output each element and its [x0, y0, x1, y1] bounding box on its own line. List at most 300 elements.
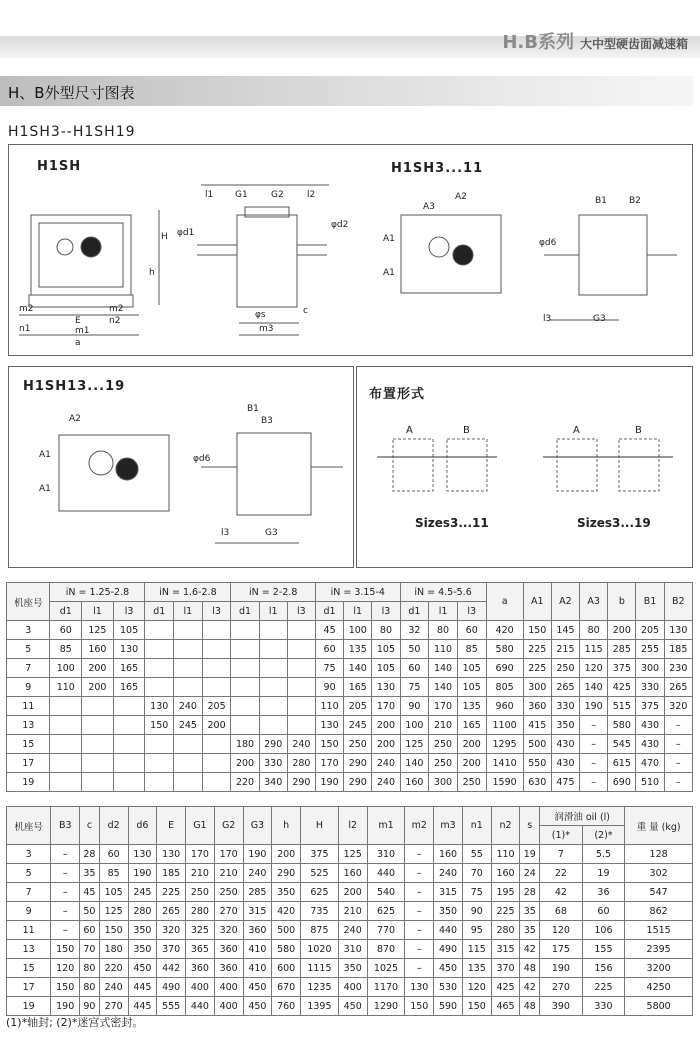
table-cell: 19 [7, 773, 50, 792]
table-cell: 105 [113, 621, 145, 640]
table-cell [287, 716, 315, 735]
table-cell: 90 [462, 902, 491, 921]
table-cell: 60 [99, 845, 128, 864]
table-cell: 470 [636, 754, 664, 773]
table-row [7, 773, 693, 792]
table-cell: 106 [582, 921, 625, 940]
table-cell: 15 [7, 735, 50, 754]
table-cell [82, 697, 114, 716]
table-cell: 210 [214, 864, 243, 883]
table-cell: 2395 [625, 940, 693, 959]
table-cell: 360 [214, 959, 243, 978]
dim-B1-2: B1 [247, 404, 259, 414]
table-row [7, 902, 693, 921]
table-cell: 200 [372, 735, 400, 754]
table-cell: – [51, 883, 80, 902]
table-cell: 315 [434, 883, 463, 902]
table-row [7, 978, 693, 997]
table-cell: – [664, 735, 692, 754]
table-cell: 190 [315, 773, 343, 792]
table-cell: 4250 [625, 978, 693, 997]
table-cell: – [405, 902, 434, 921]
table-cell: 315 [491, 940, 520, 959]
header-cell: G1 [186, 807, 215, 845]
table-cell: 280 [186, 902, 215, 921]
table-cell: 630 [523, 773, 551, 792]
table-cell [50, 773, 82, 792]
table-cell: 170 [214, 845, 243, 864]
table-cell: 110 [429, 640, 458, 659]
table-cell: 340 [259, 773, 287, 792]
table-cell: 1290 [367, 997, 405, 1016]
table-cell: 190 [580, 697, 608, 716]
header-cell: l1 [429, 602, 458, 621]
table-cell: 350 [551, 716, 579, 735]
header-cell: E [157, 807, 186, 845]
header-cell: l3 [287, 602, 315, 621]
table-cell: 7 [7, 659, 50, 678]
table-cell: 280 [491, 921, 520, 940]
table-cell: 135 [462, 959, 491, 978]
table-cell: 350 [272, 883, 301, 902]
table-cell [287, 621, 315, 640]
table-cell: 105 [99, 883, 128, 902]
series-title [502, 28, 688, 54]
table-row [7, 716, 693, 735]
dim-A2: A2 [455, 192, 467, 202]
dim-l1: l1 [205, 190, 214, 200]
header-cell: iN = 2-2.8 [231, 583, 316, 602]
table-cell: 375 [636, 697, 664, 716]
table-cell: 105 [372, 640, 400, 659]
table-cell: 220 [231, 773, 259, 792]
table-cell: 300 [429, 773, 458, 792]
table-cell: 60 [315, 640, 343, 659]
table-cell: 9 [7, 678, 50, 697]
table-cell: 110 [315, 697, 343, 716]
table-cell: 225 [157, 883, 186, 902]
table-cell: 170 [372, 697, 400, 716]
table-cell: 17 [7, 754, 50, 773]
table-cell: 615 [608, 754, 636, 773]
table-cell: 415 [523, 716, 551, 735]
table-cell [50, 716, 82, 735]
table-cell [287, 659, 315, 678]
table-cell: 300 [523, 678, 551, 697]
table-cell: 32 [400, 621, 429, 640]
table-cell: 140 [580, 678, 608, 697]
table-cell: 165 [457, 716, 486, 735]
table-cell: 370 [157, 940, 186, 959]
table-cell: 200 [202, 716, 231, 735]
header-cell: 机座号 [7, 583, 50, 621]
table-cell: 190 [243, 845, 272, 864]
table-cell: 165 [344, 678, 372, 697]
table-cell: 190 [540, 959, 583, 978]
header-cell: l1 [82, 602, 114, 621]
table-cell: 280 [287, 754, 315, 773]
table-cell: – [405, 959, 434, 978]
table-cell: 130 [128, 845, 157, 864]
dimension-table-1-body [7, 583, 693, 792]
table-cell [82, 773, 114, 792]
table-cell: 19 [582, 864, 625, 883]
table-cell: 150 [51, 940, 80, 959]
table-cell: 13 [7, 940, 51, 959]
table-cell: 150 [99, 921, 128, 940]
table-cell [231, 621, 259, 640]
table-cell [259, 678, 287, 697]
table-row [7, 997, 693, 1016]
table-cell: 547 [625, 883, 693, 902]
table-cell [287, 678, 315, 697]
table-cell: 125 [99, 902, 128, 921]
table-row [7, 621, 693, 640]
header-cell: G3 [243, 807, 272, 845]
table-cell: 75 [315, 659, 343, 678]
table-cell: 225 [523, 640, 551, 659]
table-cell [113, 773, 145, 792]
table-cell: 60 [50, 621, 82, 640]
table-cell: 110 [491, 845, 520, 864]
table-cell: 310 [367, 845, 405, 864]
table-cell: 180 [99, 940, 128, 959]
table-cell: – [664, 716, 692, 735]
dim-G1: G1 [235, 190, 248, 200]
table-cell: 320 [157, 921, 186, 940]
table-cell [145, 754, 174, 773]
table-cell: 240 [372, 754, 400, 773]
table-cell [202, 640, 231, 659]
table-cell [174, 640, 203, 659]
header-cell: s [520, 807, 540, 845]
header-cell: d2 [99, 807, 128, 845]
table-cell: 155 [582, 940, 625, 959]
table-cell: – [580, 754, 608, 773]
table-cell: 60 [400, 659, 429, 678]
table-cell: 410 [243, 940, 272, 959]
table-cell: 36 [582, 883, 625, 902]
table-row [7, 921, 693, 940]
header-cell: (1)* [540, 826, 583, 845]
header-cell: iN = 3.15-4 [315, 583, 400, 602]
table-cell: 35 [80, 864, 100, 883]
table-cell: 960 [486, 697, 523, 716]
table-cell: 190 [128, 864, 157, 883]
dim-G2: G2 [271, 190, 284, 200]
table-cell: 330 [582, 997, 625, 1016]
dim-H: H [161, 232, 168, 242]
table-cell: 24 [520, 864, 540, 883]
table-cell: 360 [523, 697, 551, 716]
model-range: H1SH3--H1SH19 [8, 124, 136, 140]
header-cell: A2 [551, 583, 579, 621]
table-row [7, 883, 693, 902]
table-cell: 1395 [301, 997, 339, 1016]
table-cell: 250 [344, 735, 372, 754]
header-cell: l2 [338, 807, 367, 845]
table-cell: 580 [272, 940, 301, 959]
table-cell: 360 [186, 959, 215, 978]
table-cell: 350 [128, 940, 157, 959]
table-cell: – [405, 940, 434, 959]
table-cell: 105 [372, 659, 400, 678]
header-cell: A3 [580, 583, 608, 621]
table-cell: 1115 [301, 959, 339, 978]
dim-A1-bottom: A1 [383, 268, 395, 278]
table-cell: 100 [50, 659, 82, 678]
table-cell: 450 [128, 959, 157, 978]
table-cell: 68 [540, 902, 583, 921]
table-cell [287, 697, 315, 716]
table-cell [50, 697, 82, 716]
table-cell: 440 [367, 864, 405, 883]
table-cell: 265 [551, 678, 579, 697]
table-cell: 290 [344, 773, 372, 792]
header-cell: l1 [259, 602, 287, 621]
table-cell: 42 [520, 978, 540, 997]
table-cell [174, 735, 203, 754]
footnote: (1)*轴封; (2)*迷宫式密封。 [6, 1016, 144, 1029]
table-cell: 160 [338, 864, 367, 883]
table-cell [174, 621, 203, 640]
header-cell: iN = 1.25-2.8 [50, 583, 145, 602]
table-cell: 400 [186, 978, 215, 997]
table-cell [174, 773, 203, 792]
table-cell: 245 [128, 883, 157, 902]
table-cell [82, 735, 114, 754]
header-cell: h [272, 807, 301, 845]
dim-h: h [149, 268, 155, 278]
dim-c: c [303, 306, 308, 316]
table-cell [231, 640, 259, 659]
table-cell: 450 [338, 997, 367, 1016]
layout-a-label-1: A [406, 425, 413, 436]
table-cell [202, 735, 231, 754]
table-cell: 35 [520, 902, 540, 921]
layout-b-label-1: B [463, 425, 470, 436]
table-cell: 5.5 [582, 845, 625, 864]
header-cell: 润滑油 oil (l) [540, 807, 625, 826]
table-cell: 240 [174, 697, 203, 716]
table-cell: 690 [486, 659, 523, 678]
table-cell: 350 [434, 902, 463, 921]
section-header [0, 76, 693, 106]
table-cell: 205 [636, 621, 664, 640]
table-cell [145, 659, 174, 678]
table-cell: 445 [128, 997, 157, 1016]
table-cell [145, 773, 174, 792]
header-cell: 机座号 [7, 807, 51, 845]
layout-b-label-2: B [635, 425, 642, 436]
table-cell: – [51, 921, 80, 940]
table-cell: 19 [520, 845, 540, 864]
header-cell: d1 [400, 602, 429, 621]
table-cell [259, 640, 287, 659]
table-cell: 290 [259, 735, 287, 754]
table-cell: 330 [636, 678, 664, 697]
table-cell: 28 [80, 845, 100, 864]
table-cell: 3 [7, 621, 50, 640]
table-cell: 9 [7, 902, 51, 921]
table-cell: 1170 [367, 978, 405, 997]
table-cell: 1590 [486, 773, 523, 792]
layout-a-label-2: A [573, 425, 580, 436]
header-cell: m1 [367, 807, 405, 845]
table-cell: 540 [367, 883, 405, 902]
table-cell: 75 [462, 883, 491, 902]
table-cell: 250 [214, 883, 243, 902]
table-cell: – [580, 773, 608, 792]
dim-l3-2: l3 [221, 528, 230, 538]
table-cell: 48 [520, 959, 540, 978]
table-cell: 80 [80, 978, 100, 997]
table-cell: 42 [520, 940, 540, 959]
series-name: H.B系列 [502, 32, 574, 53]
table-cell [231, 697, 259, 716]
table-cell: 3 [7, 845, 51, 864]
table-cell: 220 [99, 959, 128, 978]
table-cell: 285 [608, 640, 636, 659]
table-cell: 140 [429, 678, 458, 697]
table-cell: 130 [113, 640, 145, 659]
table-cell: 150 [315, 735, 343, 754]
table-cell [145, 678, 174, 697]
table-cell: 300 [636, 659, 664, 678]
table-cell: 250 [429, 735, 458, 754]
table-cell: 135 [344, 640, 372, 659]
table-cell: – [405, 883, 434, 902]
table-cell: 515 [608, 697, 636, 716]
header-cell: c [80, 807, 100, 845]
table-cell: 425 [491, 978, 520, 997]
dim-E: E [75, 316, 81, 326]
dim-B3-2: B3 [261, 416, 273, 426]
table-cell: 125 [338, 845, 367, 864]
table-cell: 28 [520, 883, 540, 902]
table-cell: 165 [113, 678, 145, 697]
table-cell [202, 754, 231, 773]
table-cell: 265 [157, 902, 186, 921]
table-cell: 5 [7, 640, 50, 659]
header-cell: d1 [231, 602, 259, 621]
dim-d6: φd6 [539, 238, 557, 248]
table-cell: 35 [520, 921, 540, 940]
header-cell: l1 [174, 602, 203, 621]
table-cell: 200 [338, 883, 367, 902]
table-cell: – [405, 864, 434, 883]
panel-label-h1sh3-11: H1SH3...11 [391, 161, 484, 176]
table-cell: 60 [80, 921, 100, 940]
header-cell: B2 [664, 583, 692, 621]
table-cell: 390 [540, 997, 583, 1016]
table-cell: 156 [582, 959, 625, 978]
table-row [7, 659, 693, 678]
table-cell: 270 [214, 902, 243, 921]
header-cell: G2 [214, 807, 243, 845]
table-row [7, 754, 693, 773]
header-cell: l3 [113, 602, 145, 621]
table-cell: 240 [99, 978, 128, 997]
table-cell: 245 [174, 716, 203, 735]
header-cell: d6 [128, 807, 157, 845]
dimension-table-2-body [7, 807, 693, 1016]
header-cell: d1 [145, 602, 174, 621]
dim-a: a [75, 338, 81, 348]
table-cell: 450 [243, 978, 272, 997]
table-cell: 500 [272, 921, 301, 940]
table-cell [113, 754, 145, 773]
table-cell: 240 [372, 773, 400, 792]
table-cell: 420 [486, 621, 523, 640]
header-cell: l3 [372, 602, 400, 621]
header-cell: iN = 1.6-2.8 [145, 583, 231, 602]
table-cell: 60 [457, 621, 486, 640]
dim-l3: l3 [543, 314, 552, 324]
table-cell: 240 [287, 735, 315, 754]
dim-m1: m1 [75, 326, 90, 336]
table-cell: 120 [51, 959, 80, 978]
table-row [7, 640, 693, 659]
table-cell: 410 [243, 959, 272, 978]
table-cell: 370 [491, 959, 520, 978]
table-cell: 130 [145, 697, 174, 716]
table-cell [145, 640, 174, 659]
table-cell: 205 [344, 697, 372, 716]
header-cell: a [486, 583, 523, 621]
table-cell: 105 [457, 678, 486, 697]
table-cell: 180 [231, 735, 259, 754]
table-cell [259, 621, 287, 640]
table-cell: 225 [523, 659, 551, 678]
table-cell: 5 [7, 864, 51, 883]
table-cell: 420 [272, 902, 301, 921]
table-cell: 11 [7, 697, 50, 716]
table-cell: 95 [462, 921, 491, 940]
table-cell: 465 [491, 997, 520, 1016]
table-cell: 200 [231, 754, 259, 773]
table-cell: 190 [51, 997, 80, 1016]
table-cell: 1100 [486, 716, 523, 735]
table-cell [202, 659, 231, 678]
table-cell: 475 [551, 773, 579, 792]
table-cell: 1410 [486, 754, 523, 773]
table-cell: 85 [50, 640, 82, 659]
table-cell: 130 [157, 845, 186, 864]
table-cell: 215 [551, 640, 579, 659]
panel-label-layout: 布置形式 [369, 387, 426, 402]
panel-label-h1sh: H1SH [37, 159, 82, 174]
table-cell [287, 640, 315, 659]
table-header-row [7, 583, 693, 602]
table-cell: 350 [338, 959, 367, 978]
table-cell: 360 [243, 921, 272, 940]
table-cell: 130 [372, 678, 400, 697]
table-row [7, 735, 693, 754]
table-cell: 7 [7, 883, 51, 902]
table-row [7, 697, 693, 716]
table-cell: 15 [7, 959, 51, 978]
table-cell [145, 621, 174, 640]
table-cell [202, 678, 231, 697]
table-cell: 100 [344, 621, 372, 640]
table-cell: 120 [462, 978, 491, 997]
header-cell: A1 [523, 583, 551, 621]
table-cell: 135 [457, 697, 486, 716]
dim-s: φs [255, 310, 266, 320]
table-cell: 290 [272, 864, 301, 883]
table-cell [113, 716, 145, 735]
